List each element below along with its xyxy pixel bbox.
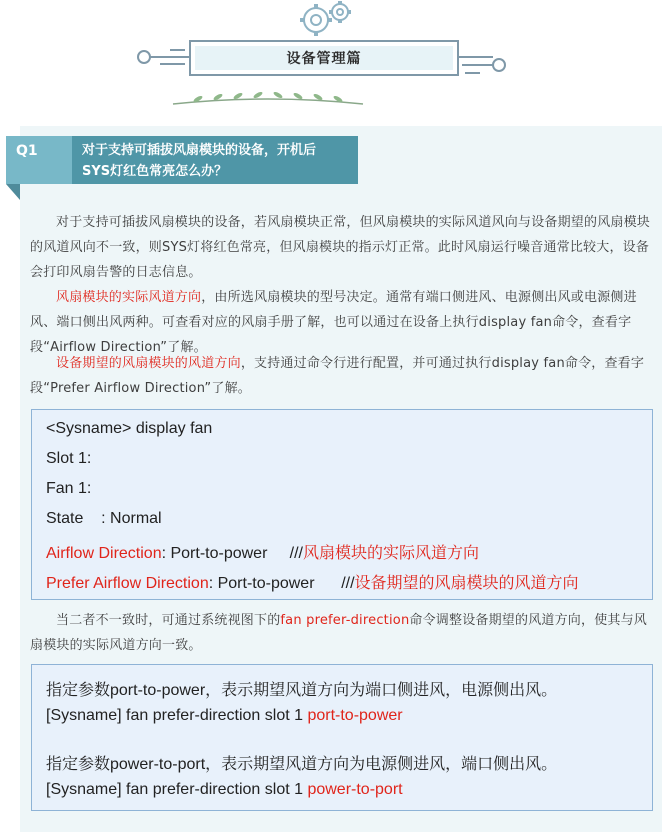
param-port-to-power: port-to-power	[307, 707, 403, 724]
paragraph-solution-before: 当二者不一致时，可通过系统视图下的	[56, 613, 281, 628]
airflow-direction-comment: 风扇模块的实际风道方向	[302, 545, 479, 562]
code-cmd-port-to-power	[46, 707, 403, 725]
prefer-airflow-direction-value: : Port-to-power	[208, 575, 315, 592]
question-tab-fold	[6, 184, 20, 200]
code-note-port-to-power: 指定参数port-to-power，表示期望风道方向为端口侧进风，电源侧出风。	[46, 682, 558, 699]
paragraph-prefer-airflow	[30, 351, 652, 401]
prefer-comment-prefix: ///	[341, 575, 355, 592]
question-title-line-1: 对于支持可插拔风扇模块的设备，开机后	[82, 143, 317, 158]
prefer-airflow-direction-key: Prefer Airflow Direction	[46, 575, 209, 592]
paragraph-actual-airflow-text: ，由所选风扇模块的型号决定。通常有端口侧进风、电源侧出风或电源侧进风、端口侧出风两种。可查看对应的风扇手册了解，也可以通过在设备上执行display fan命令，查看字段“Airflow Direction”了解。	[30, 290, 637, 355]
airflow-comment-prefix: ///	[289, 545, 303, 562]
param-power-to-port: power-to-port	[307, 781, 403, 798]
question-title-line-2: SYS灯红色常亮怎么办？	[82, 164, 228, 179]
prefer-direction-command-box	[31, 664, 653, 811]
highlight-prefer-airflow: 设备期望的风扇模块的风道方向	[56, 356, 241, 371]
code-line-prefer-airflow	[46, 570, 579, 593]
cmd-power-to-port-prefix: [Sysname] fan prefer-direction slot 1	[46, 781, 308, 798]
paragraph-intro: 对于支持可插拔风扇模块的设备，若风扇模块正常，但风扇模块的实际风道风向与设备期望的风扇模块的风道风向不一致，则SYS灯将红色常亮，但风扇模块的指示灯正常。此时风扇运行噪音通常比较大，设备会打印风扇告警的日志信息。	[30, 215, 651, 280]
code-line-fan: Fan 1:	[46, 480, 92, 497]
airflow-direction-value: : Port-to-power	[161, 545, 268, 562]
prefer-airflow-direction-comment: 设备期望的风扇模块的风道方向	[354, 575, 579, 592]
code-line-state: State : Normal	[46, 510, 162, 527]
cmd-port-to-power-prefix: [Sysname] fan prefer-direction slot 1	[46, 707, 308, 724]
question-number: Q1	[16, 143, 38, 159]
highlight-actual-airflow: 风扇模块的实际风道方向	[56, 290, 202, 305]
display-fan-output-box	[31, 409, 653, 600]
section-title-box	[189, 40, 459, 76]
paragraph-prefer-airflow-text: ，支持通过命令行进行配置，并可通过执行display fan命令，查看字段“Prefer Airflow Direction”了解。	[30, 356, 645, 396]
code-cmd-power-to-port	[46, 781, 403, 799]
paragraph-solution	[30, 608, 652, 658]
highlight-command: fan prefer-direction	[280, 613, 410, 628]
code-line-command: <Sysname> display fan	[46, 420, 213, 437]
code-note-power-to-port: 指定参数power-to-port，表示期望风道方向为电源侧进风，端口侧出风。	[46, 756, 558, 773]
paragraph-actual-airflow	[30, 285, 652, 360]
code-line-airflow	[46, 540, 479, 563]
header	[0, 0, 669, 115]
section-title: 设备管理篇	[286, 51, 362, 67]
question-title	[82, 140, 354, 182]
airflow-direction-key: Airflow Direction	[46, 545, 162, 562]
code-line-slot: Slot 1:	[46, 450, 92, 467]
paragraph-solution-after: 命令调整设备期望的风道方向，使其与风扇模块的实际风道方向一致。	[30, 613, 647, 653]
vine-icon	[168, 90, 368, 110]
